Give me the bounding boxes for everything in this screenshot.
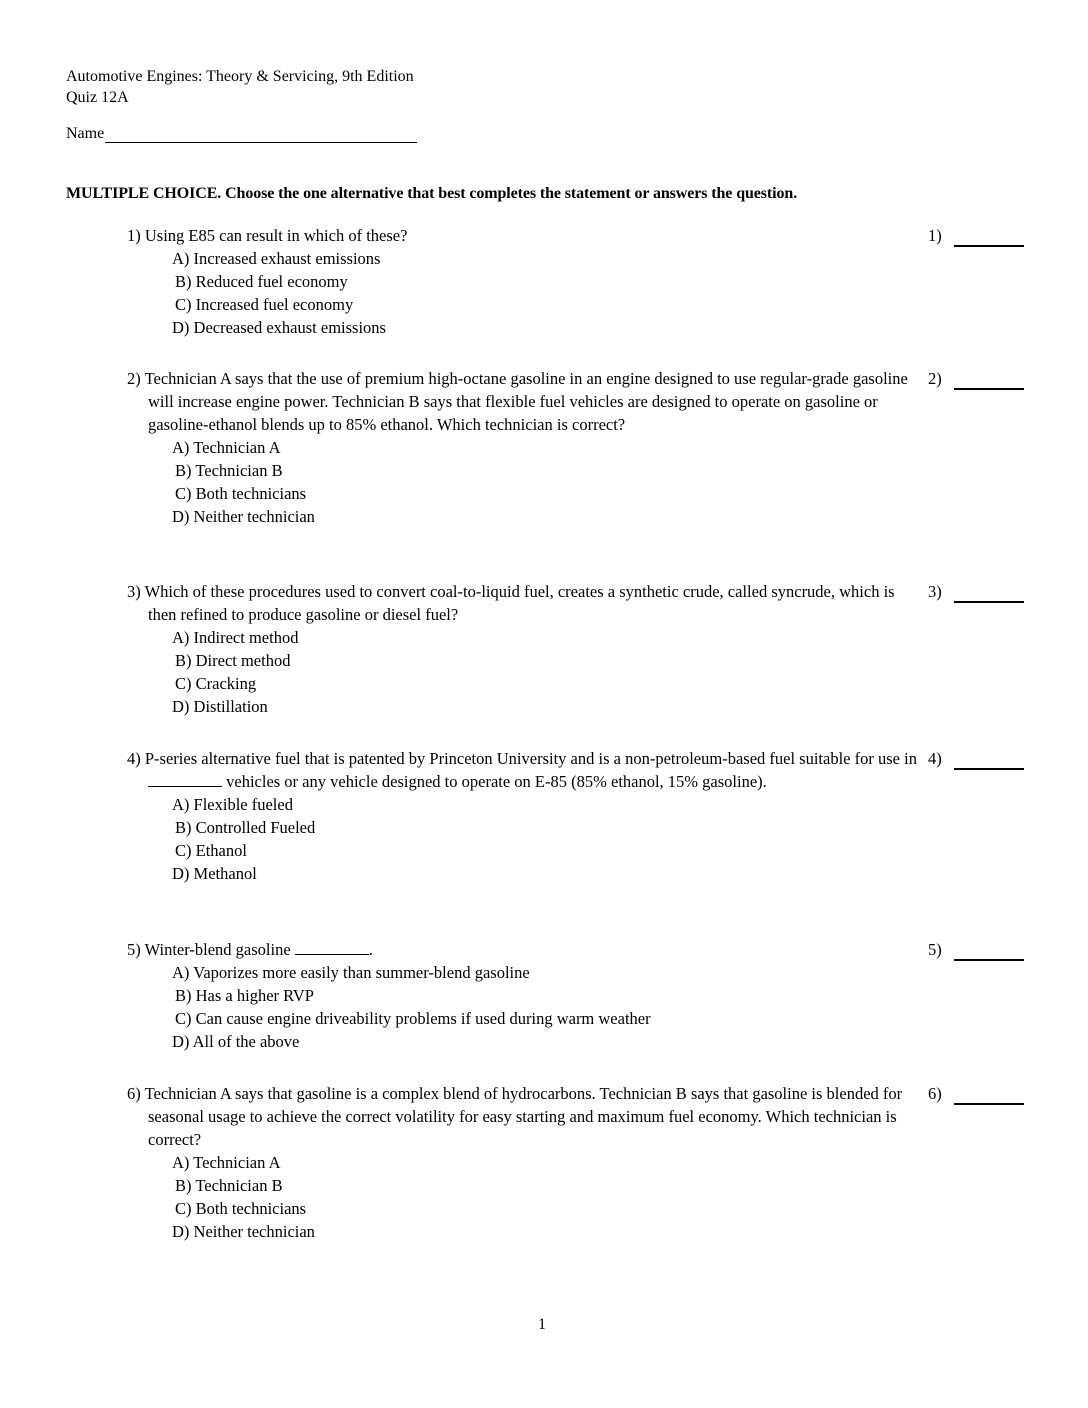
question-stem: 6) Technician A says that gasoline is a complex blend of hydrocarbons. Technician B says that gasoline is blended for seasonal usage to achieve the correct volatility for easy starting and maximum fuel economy. Which technician is correct? — [127, 1084, 903, 1149]
answer-line[interactable] — [954, 1089, 1024, 1105]
question-3 — [127, 580, 1087, 718]
choice-d: D) Distillation — [172, 697, 268, 716]
answer-number: 3) — [928, 582, 942, 601]
choice-d: D) Neither technician — [172, 1222, 315, 1241]
question-stem: 1) Using E85 can result in which of these? — [127, 226, 408, 245]
quiz-title: Quiz 12A — [66, 89, 129, 106]
instructions: MULTIPLE CHOICE. Choose the one alternative that best completes the statement or answers the question. — [66, 185, 798, 202]
choice-b: B) Technician B — [175, 461, 283, 480]
choice-c: C) Ethanol — [175, 841, 247, 860]
answer-blank — [928, 367, 1024, 390]
answer-number: 4) — [928, 749, 942, 768]
question-6 — [127, 1082, 1087, 1243]
choice-a: A) Increased exhaust emissions — [172, 249, 381, 268]
answer-number: 1) — [928, 226, 942, 245]
question-stem: 2) Technician A says that the use of premium high-octane gasoline in an engine designed to use regular-grade gasoline will increase engine power. Technician B says that flexible fuel vehicles are designed to operate on gasoline or gasoline-ethanol blends up to 85% ethanol. Which technician is correct? — [127, 369, 908, 434]
answer-line[interactable] — [954, 587, 1024, 603]
answer-blank — [928, 580, 1024, 603]
name-blank-line[interactable] — [105, 124, 417, 143]
choice-a: A) Flexible fueled — [172, 795, 293, 814]
question-stem: 4) P-series alternative fuel that is patented by Princeton University and is a non-petroleum-based fuel suitable for use in vehicles or any vehicle designed to operate on E-85 (85% ethanol, 15% gasoline). — [127, 749, 917, 791]
question-5 — [127, 938, 1087, 1053]
answer-blank — [928, 1082, 1024, 1105]
choice-c: C) Both technicians — [175, 484, 307, 503]
name-field-row — [66, 124, 417, 143]
name-label: Name — [66, 125, 105, 142]
answer-number: 5) — [928, 940, 942, 959]
document-header — [66, 66, 414, 108]
answer-number: 2) — [928, 369, 942, 388]
answer-line[interactable] — [954, 754, 1024, 770]
question-stem: 5) Winter-blend gasoline . — [127, 940, 373, 959]
choice-c: C) Both technicians — [175, 1199, 307, 1218]
choice-b: B) Has a higher RVP — [175, 986, 314, 1005]
answer-blank — [928, 224, 1024, 247]
choice-b: B) Controlled Fueled — [175, 818, 316, 837]
choice-d: D) Neither technician — [172, 507, 315, 526]
answer-line[interactable] — [954, 231, 1024, 247]
choice-a: A) Vaporizes more easily than summer-blend gasoline — [172, 963, 530, 982]
question-stem: 3) Which of these procedures used to convert coal-to-liquid fuel, creates a synthetic crude, called syncrude, which is then refined to produce gasoline or diesel fuel? — [127, 582, 895, 624]
answer-line[interactable] — [954, 374, 1024, 390]
question-1 — [127, 224, 1087, 339]
answer-blank — [928, 747, 1024, 770]
book-title: Automotive Engines: Theory & Servicing, 9th Edition — [66, 68, 414, 85]
page-number: 1 — [538, 1316, 546, 1333]
answer-line[interactable] — [954, 945, 1024, 961]
choice-a: A) Indirect method — [172, 628, 299, 647]
choice-c: C) Cracking — [175, 674, 257, 693]
choice-b: B) Technician B — [175, 1176, 283, 1195]
choice-a: A) Technician A — [172, 1153, 281, 1172]
answer-blank — [928, 938, 1024, 961]
choice-b: B) Reduced fuel economy — [175, 272, 348, 291]
choice-c: C) Can cause engine driveability problems if used during warm weather — [175, 1009, 651, 1028]
fill-in-blank — [295, 940, 369, 955]
choice-a: A) Technician A — [172, 438, 281, 457]
choice-c: C) Increased fuel economy — [175, 295, 354, 314]
answer-number: 6) — [928, 1084, 942, 1103]
choice-d: D) Methanol — [172, 864, 257, 883]
choice-d: D) Decreased exhaust emissions — [172, 318, 386, 337]
fill-in-blank — [148, 772, 222, 787]
choice-b: B) Direct method — [175, 651, 291, 670]
question-2 — [127, 367, 1087, 528]
question-4 — [127, 747, 1087, 885]
choice-d: D) All of the above — [172, 1032, 300, 1051]
